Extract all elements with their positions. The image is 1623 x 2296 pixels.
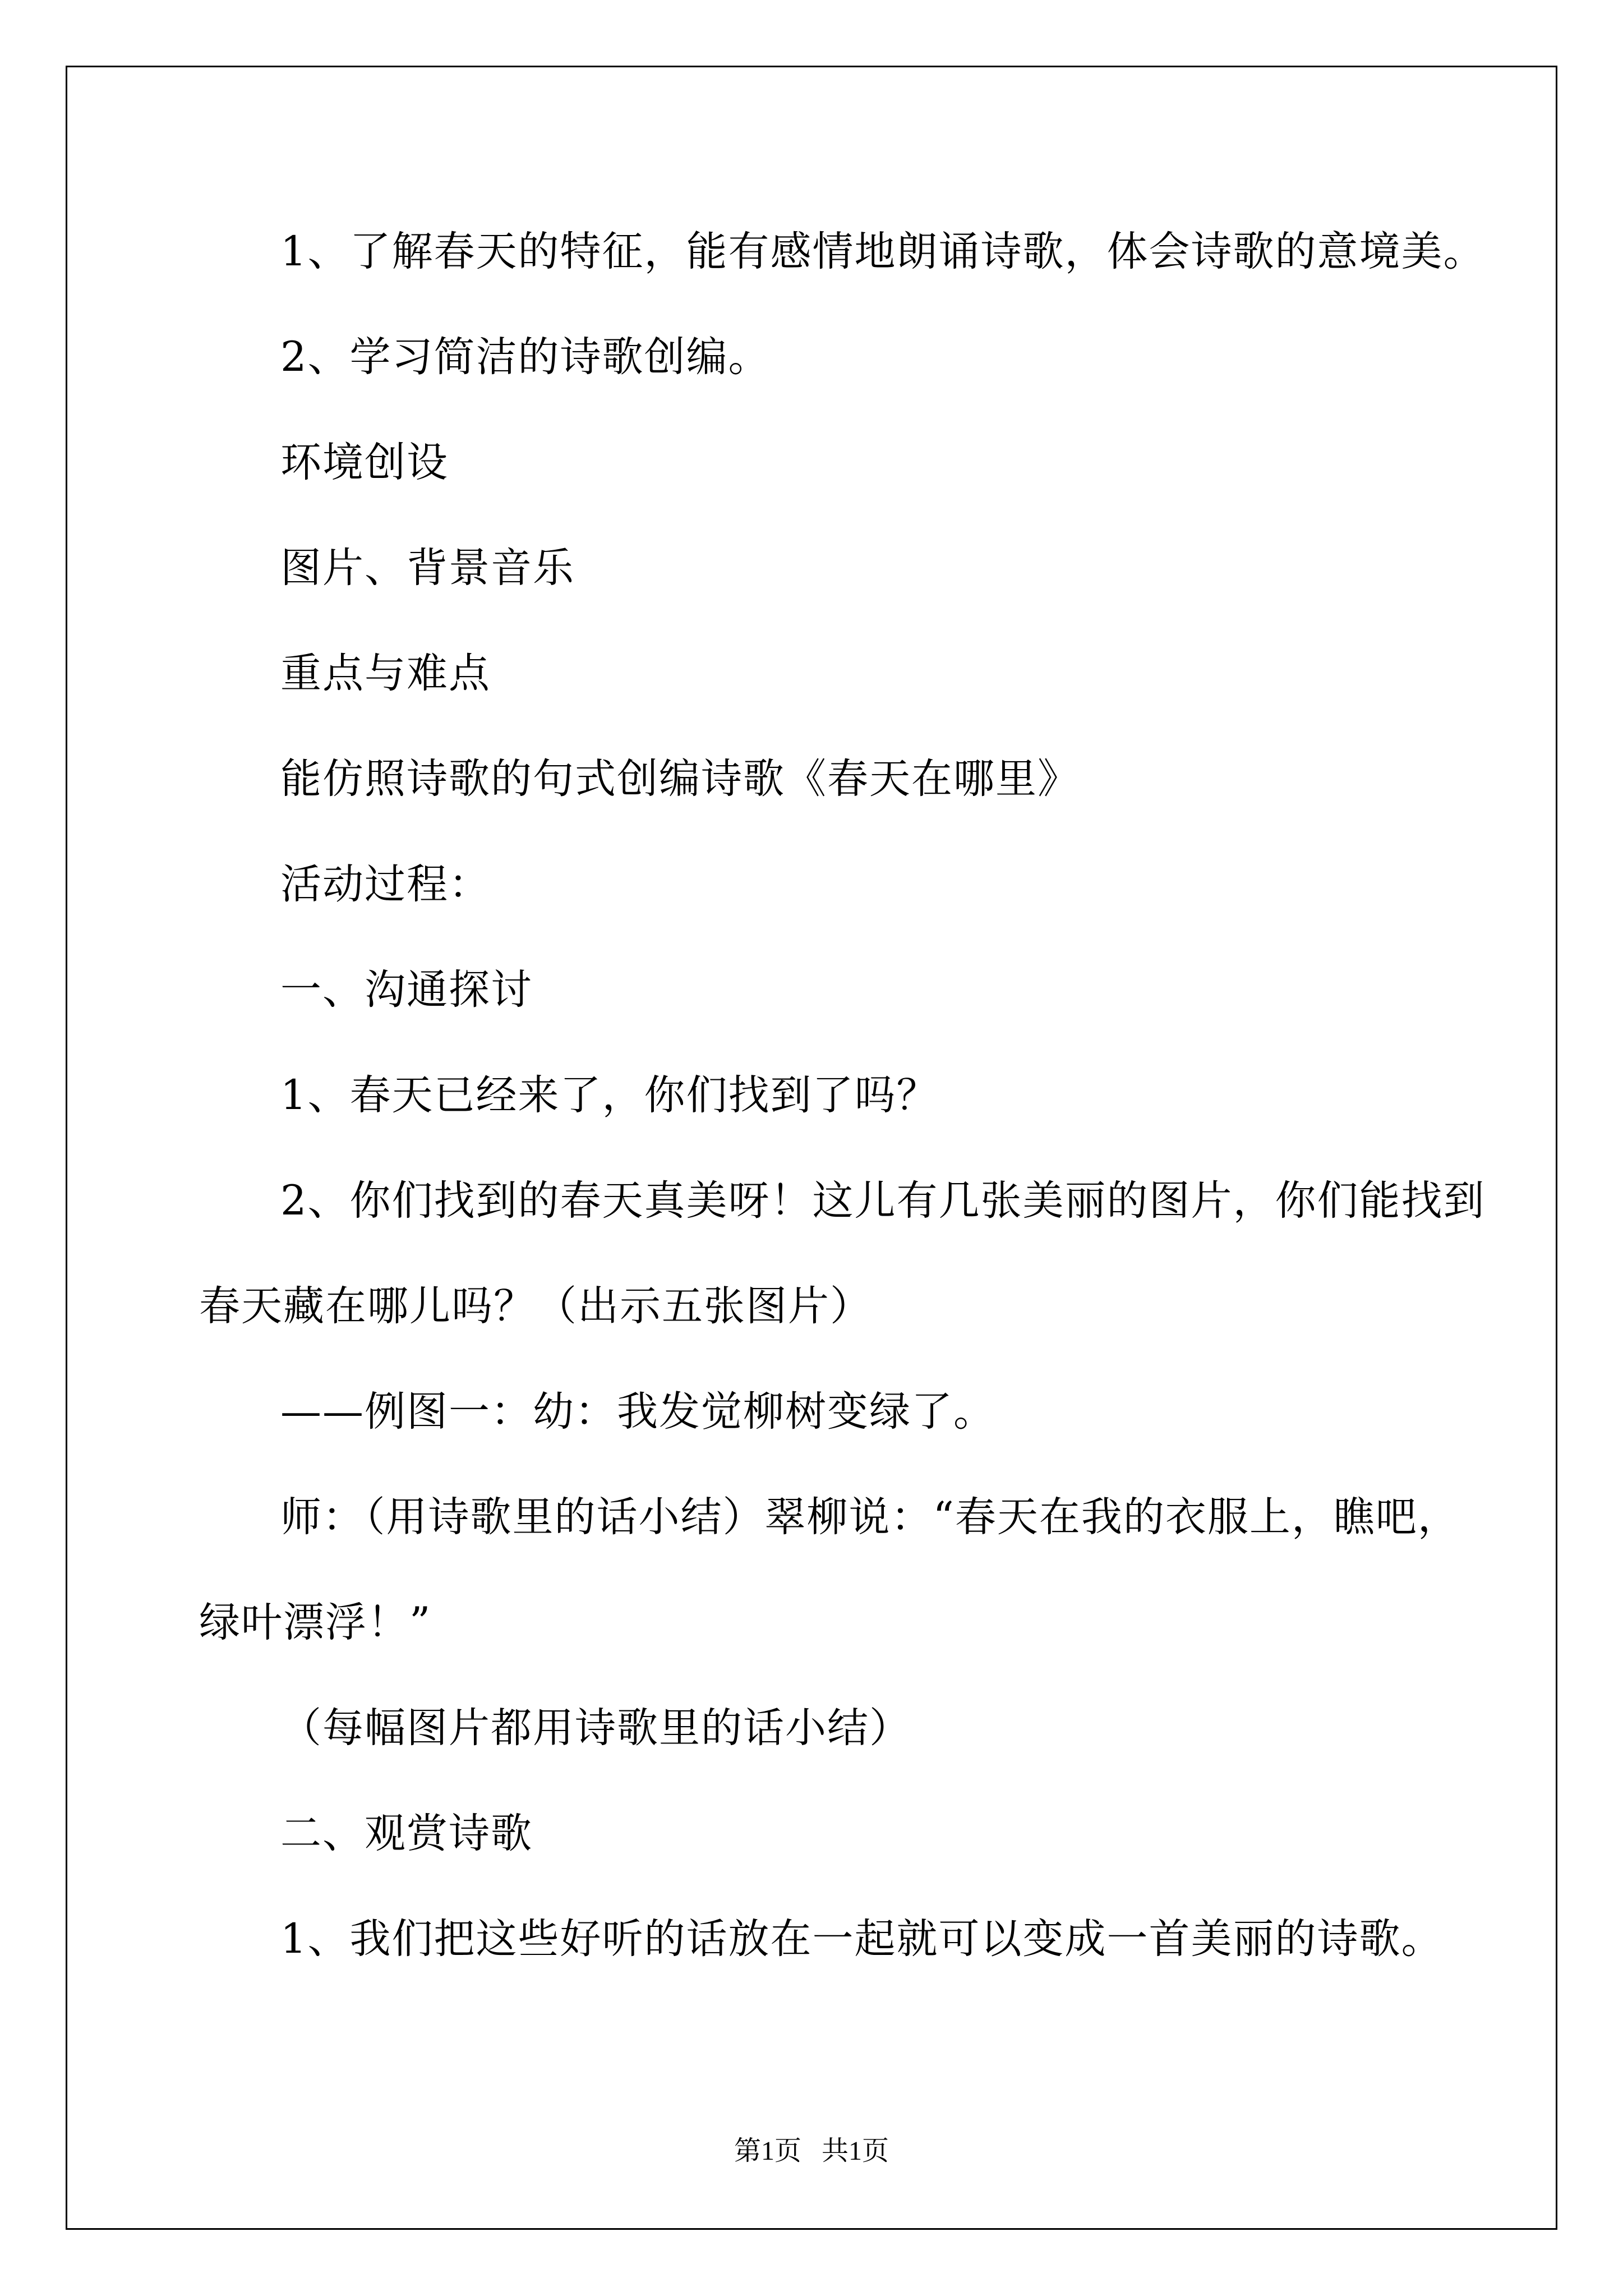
section-heading: 重点与难点	[280, 650, 491, 697]
paragraph: 1、春天已经来了，你们找到了吗？	[280, 1071, 939, 1119]
paragraph: 2、你们找到的春天真美呀！这儿有几张美丽的图片，你们能找到	[280, 1177, 1486, 1225]
section-heading: 二、观赏诗歌	[280, 1810, 533, 1857]
paragraph: 师：（用诗歌里的话小结）翠柳说：“春天在我的衣服上，瞧吧，	[280, 1493, 1460, 1541]
paragraph: （每幅图片都用诗歌里的话小结）	[280, 1704, 911, 1752]
section-heading: 一、沟通探讨	[280, 966, 533, 1014]
section-heading: 环境创设	[280, 439, 449, 486]
paragraph: 2、学习简洁的诗歌创编。	[280, 333, 771, 381]
paragraph: 1、我们把这些好听的话放在一起就可以变成一首美丽的诗歌。	[280, 1915, 1444, 1963]
paragraph: 春天藏在哪儿吗？（出示五张图片）	[199, 1282, 872, 1330]
section-heading: 活动过程：	[280, 861, 491, 908]
paragraph: 1、了解春天的特征，能有感情地朗诵诗歌，体会诗歌的意境美。	[280, 228, 1486, 275]
paragraph: 能仿照诗歌的句式创编诗歌《春天在哪里》	[280, 755, 1080, 803]
paragraph: 图片、背景音乐	[280, 544, 575, 592]
page-number: 第1页 共1页	[734, 2136, 889, 2166]
paragraph: ——例图一：幼：我发觉柳树变绿了。	[280, 1388, 995, 1435]
paragraph: 绿叶漂浮！”	[199, 1599, 432, 1646]
